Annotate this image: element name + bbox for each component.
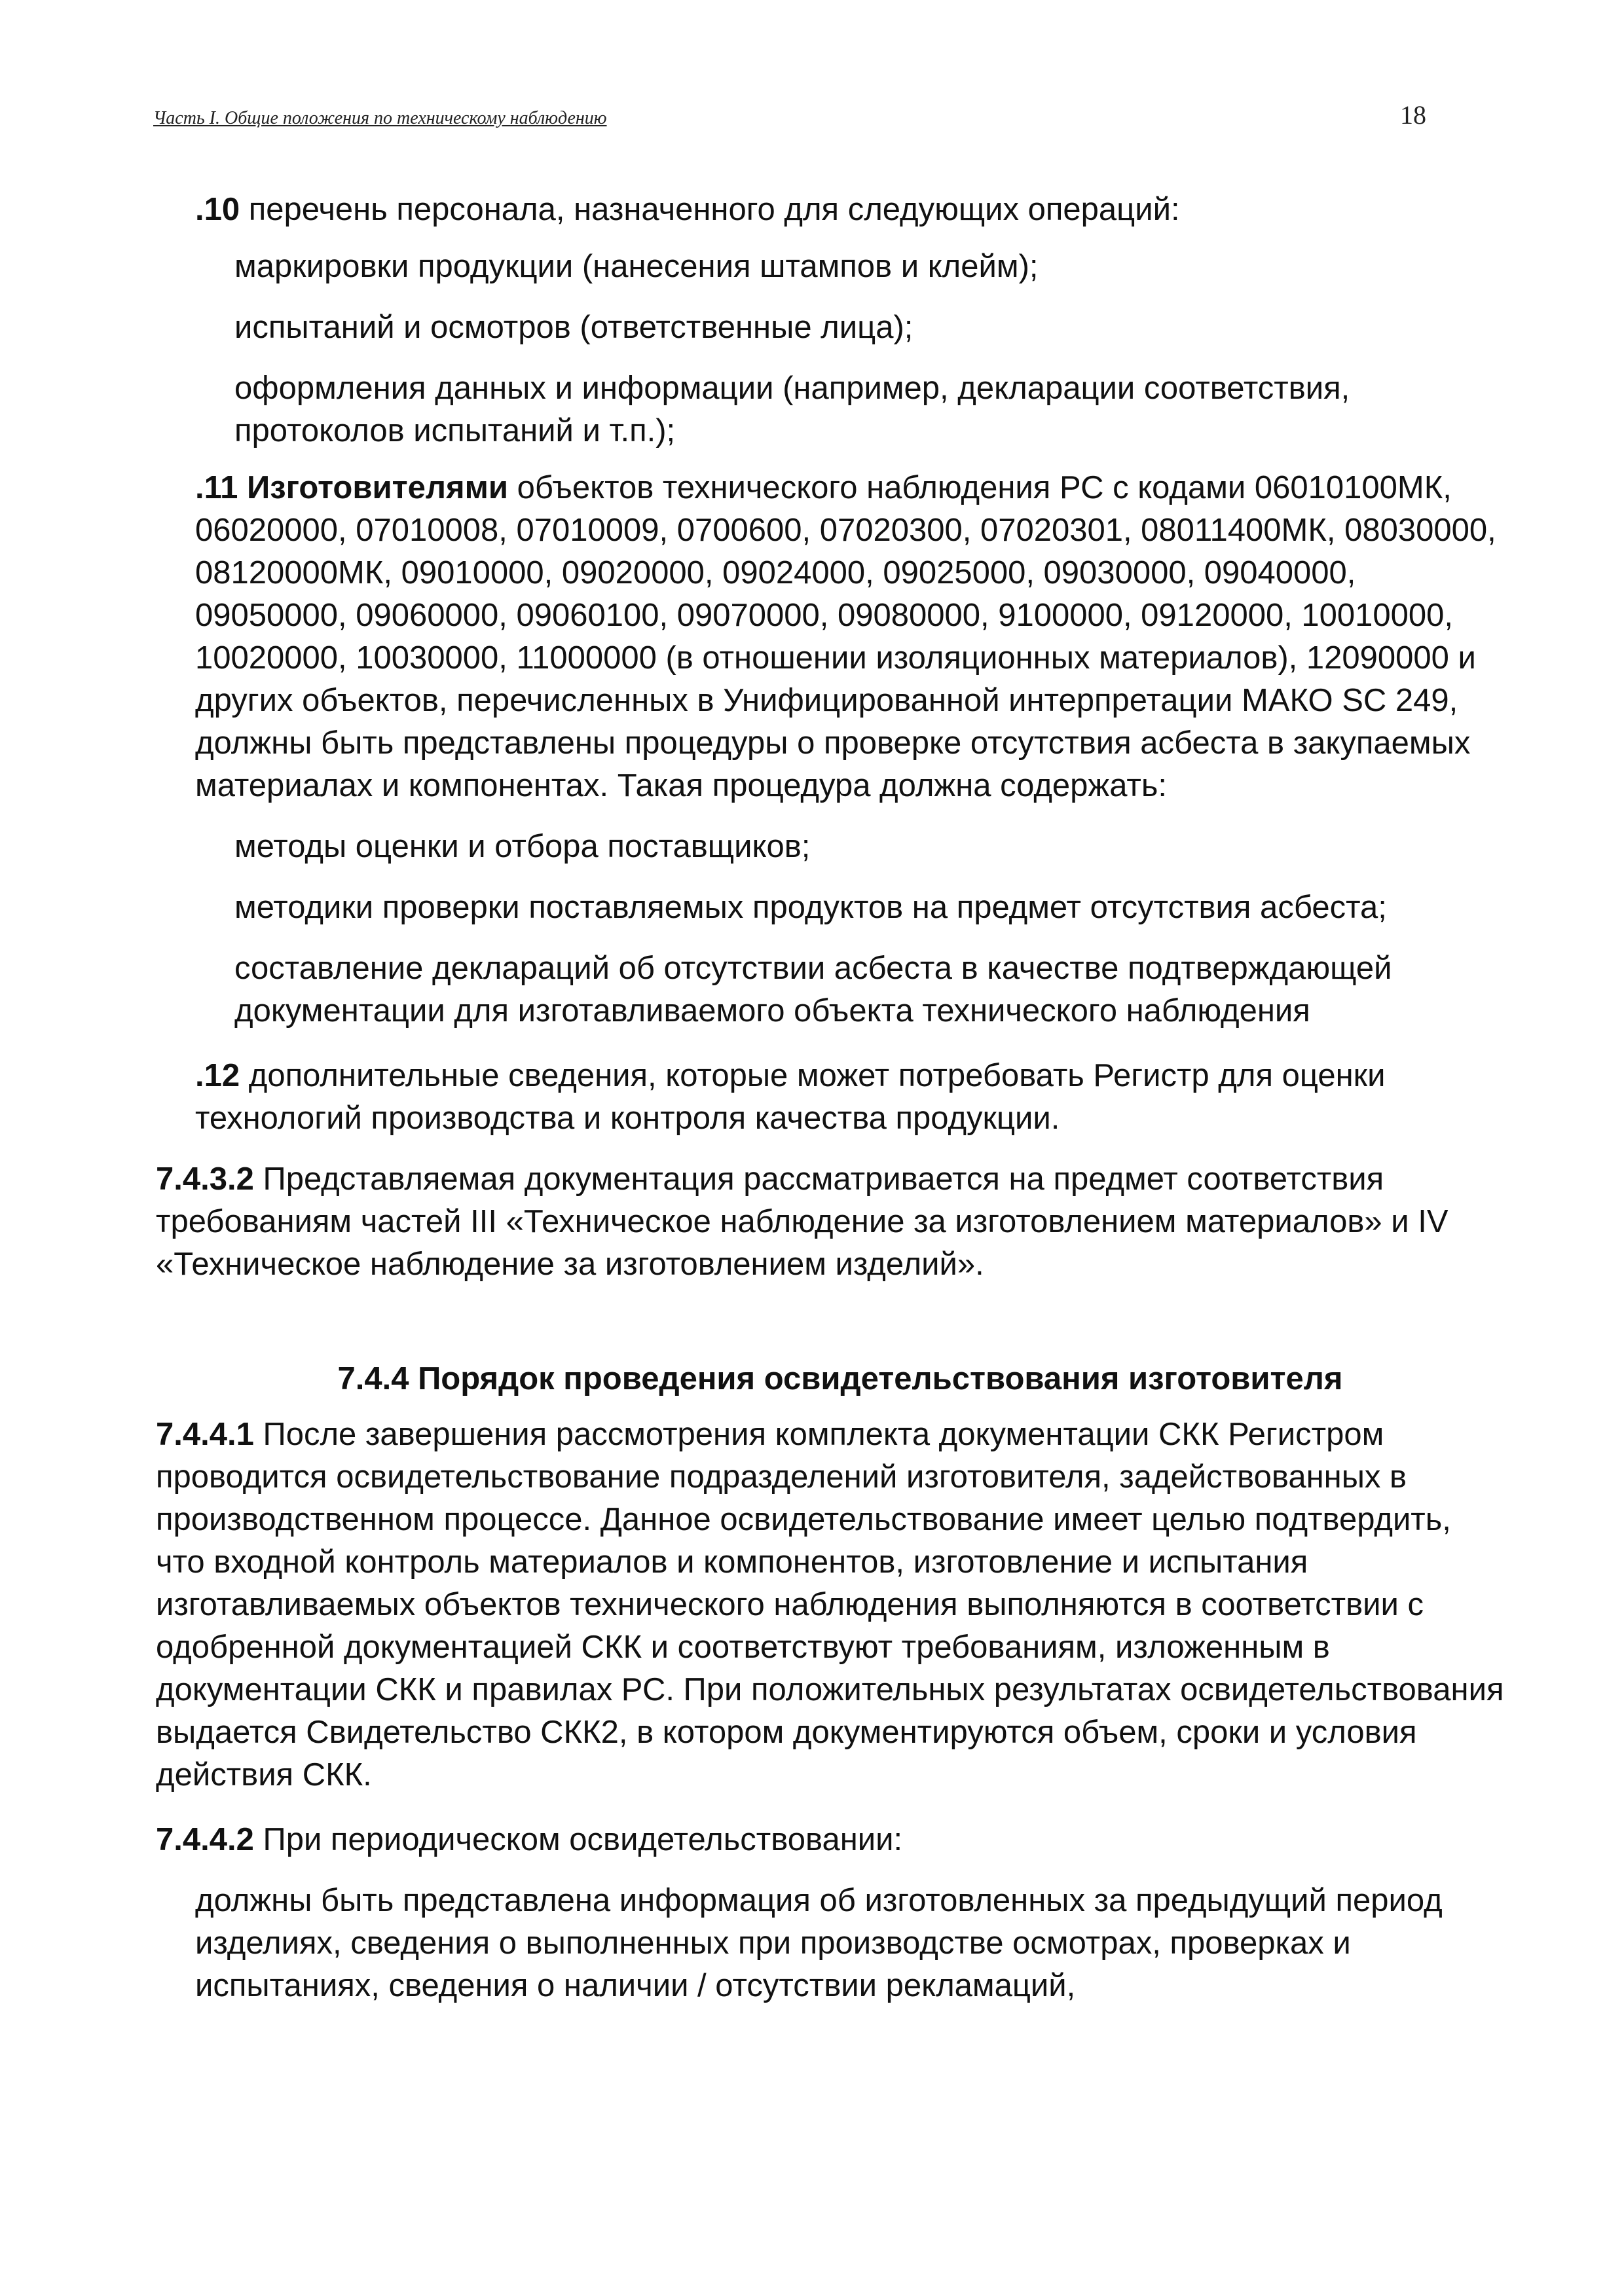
paragraph-7-4-3-2: [156, 1158, 1505, 1286]
item-text: перечень персонала, назначенного для следующих операций:: [240, 192, 1180, 227]
list-item: методики проверки поставляемых продуктов на предмет отсутствия асбеста;: [234, 890, 1387, 925]
paragraph-text: После завершения рассмотрения комплекта документации СКК Регистром проводится освидетельствование подразделений изготовителя, задействованных в производственном процессе. Данное освидетельствование имеет целью подтвердить, что входной контроль материалов и компонентов, изготовление и испытания изготавливаемых объектов технического наблюдения выполняются в соответствии с одобренной документацией СКК и соответствуют требованиям, изложенным в документации СКК и правилах РС. При положительных результатах освидетельствования выдается Свидетельство СКК2, в котором документируются объем, сроки и условия действия СКК.: [156, 1417, 1504, 1793]
paragraph-number: 7.4.3.2: [156, 1161, 254, 1197]
list-item: маркировки продукции (нанесения штампов и клейм);: [234, 249, 1039, 284]
document-body: [156, 189, 1505, 2007]
paragraph-text: При периодическом освидетельствовании:: [253, 1822, 903, 1857]
paragraph-7-4-4-1: [156, 1413, 1505, 1796]
paragraph-7-4-4-2: [156, 1819, 1505, 1861]
paragraph-text: Представляемая документация рассматривается на предмет соответствия требованиям частей III «Техническое наблюдение за изготовлением материалов» и IV «Техническое наблюдение за изготовлением изделий».: [156, 1161, 1449, 1282]
item-number: .10: [195, 192, 240, 227]
item-number: .12: [195, 1058, 240, 1093]
page-number: 18: [1400, 100, 1426, 130]
list-item: методы оценки и отбора поставщиков;: [234, 829, 811, 864]
item-12: [156, 1055, 1505, 1140]
item-text: дополнительные сведения, которые может потребовать Регистр для оценки технологий производства и контроля качества продукции.: [195, 1058, 1386, 1136]
item-number: .11: [195, 470, 238, 505]
list-item: испытаний и осмотров (ответственные лица);: [234, 310, 913, 345]
list-item: составление деклараций об отсутствии асбеста в качестве подтверждающей документации для изготавливаемого объекта технического наблюдения: [234, 951, 1392, 1029]
running-header: Часть I. Общие положения по техническому наблюдению: [153, 108, 607, 128]
section-heading: 7.4.4 Порядок проведения освидетельствования изготовителя: [337, 1361, 1343, 1396]
item-bold-lead: Изготовителями: [238, 470, 508, 505]
paragraph-number: 7.4.4.1: [156, 1417, 254, 1452]
item-11: [156, 467, 1505, 807]
item-10: [156, 189, 1505, 231]
paragraph-number: 7.4.4.2: [156, 1822, 254, 1857]
list-item: оформления данных и информации (например, декларации соответствия, протоколов испытаний и т.п.);: [234, 371, 1350, 448]
list-item: должны быть представлена информация об изготовленных за предыдущий период изделиях, сведения о выполненных при производстве осмотрах, проверках и испытаниях, сведения о наличии / отсутствии рекламаций,: [195, 1883, 1443, 2003]
item-text: объектов технического наблюдения РС с кодами 06010100МК, 06020000, 07010008, 07010009, 0700600, 07020300, 07020301, 08011400МК, 08030000, 08120000МК, 09010000, 09020000, 09024000, 09025000, 09030000, 09040000, 09050000, 09060000, 09060100, 09070000, 09080000, 9100000, 09120000, 10010000, 10020000, 10030000, 11000000 (в отношении изоляционных материалов), 12090000 и других объектов, перечисленных в Унифицированной интерпретации МАКО SC 249, должны быть представлены процедуры о проверке отсутствия асбеста в закупаемых материалах и компонентах. Такая процедура должна содержать:: [195, 470, 1496, 803]
